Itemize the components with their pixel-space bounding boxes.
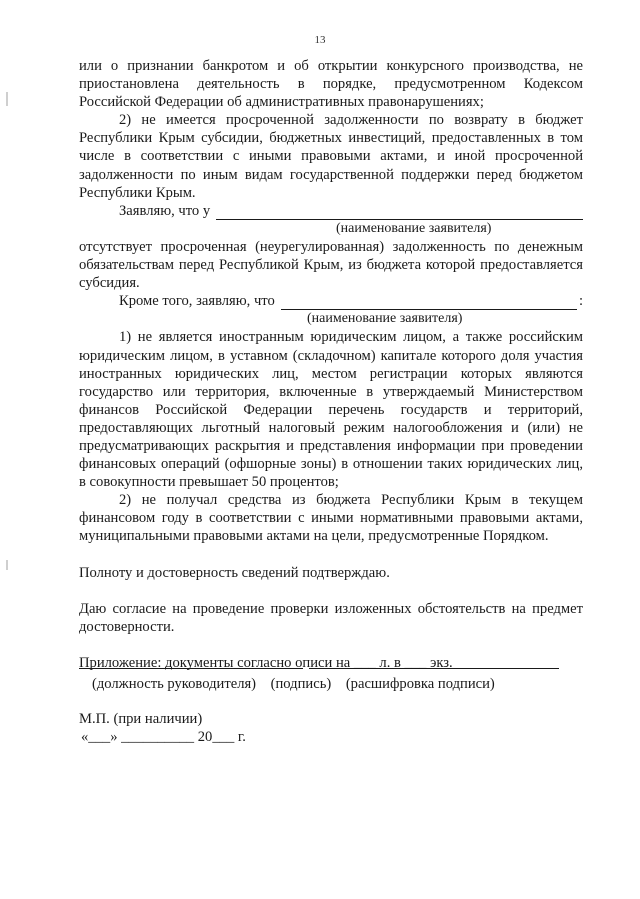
- signature-lines: [79, 668, 559, 670]
- date-line: «___» __________ 20___ г.: [81, 729, 246, 745]
- paragraph-not-foreign-entity: 1) не является иностранным юридическим лицом, а также российским юридическим лицом, в уставном (складочном) капитале которого доля участия иностранных юридических лиц, местом регистрации которых являются государство или территория, включенные в утверждаемый Министерством финансов Российской Федерации перечень государств и территорий, предоставляющих льготный налоговый режим налогообложения и (или) не предусматривающих раскрытия и представления информации при проведении финансовых операций (офшорные зоны) в отношении таких юридических лиц, в совокупности превышает 50 процентов;: [79, 329, 583, 491]
- paragraph-consent: Даю согласие на проведение проверки изложенных обстоятельств на предмет достоверности.: [79, 600, 583, 635]
- applicant-caption-1: (наименование заявителя): [336, 220, 492, 236]
- declare-line: [79, 202, 583, 220]
- applicant-name-blank-1[interactable]: [216, 207, 583, 220]
- stamp-block: [79, 710, 246, 746]
- paragraph-no-monetary-debt: отсутствует просроченная (неурегулированная) задолженность по денежным обязательствам перед Республикой Крым, из бюджета которой предоставляется субсидия.: [79, 238, 583, 292]
- also-prefix: Кроме того, заявляю, что: [119, 293, 275, 310]
- body-text: [79, 57, 583, 672]
- scan-edge-mark: [6, 560, 8, 570]
- signature-blank[interactable]: [309, 668, 559, 669]
- also-declare-line: [79, 292, 583, 310]
- applicant-caption-2: (наименование заявителя): [307, 311, 463, 327]
- position-blank[interactable]: [79, 668, 303, 669]
- also-suffix: :: [578, 293, 583, 310]
- paragraph-no-other-funds: 2) не получал средства из бюджета Республики Крым в текущем финансовом году в соответствии с иными нормативными правовыми актами, муниципальными правовыми актами на цели, предусмотренные Порядком.: [79, 492, 583, 545]
- paragraph-attachment: Приложение: документы согласно описи на ___ л. в ___ экз.: [79, 654, 453, 671]
- paragraph-no-overdue-debt: 2) не имеется просроченной задолженности по возврату в бюджет Республики Крым субсидии, бюджетных инвестиций, предоставленных в том числе в соответствии с иными правовыми актами, и иной просроченной задолженности по иным видам государственной поддержки перед бюджетом Республики Крым.: [79, 112, 583, 201]
- applicant-name-blank-2[interactable]: [281, 297, 577, 310]
- scan-edge-mark: [6, 92, 8, 106]
- page-number: 13: [314, 34, 326, 46]
- paragraph-confirm: Полноту и достоверность сведений подтверждаю.: [79, 564, 390, 581]
- stamp-label: М.П. (при наличии): [79, 711, 203, 727]
- signature-captions: (должность руководителя) (подпись) (расшифровка подписи): [92, 676, 495, 692]
- declare-prefix: Заявляю, что у: [119, 202, 211, 219]
- paragraph-bankruptcy: или о признании банкротом и об открытии конкурсного производства, не приостановлена деятельность в порядке, предусмотренном Кодексом Российской Федерации об административных правонарушениях;: [79, 58, 583, 111]
